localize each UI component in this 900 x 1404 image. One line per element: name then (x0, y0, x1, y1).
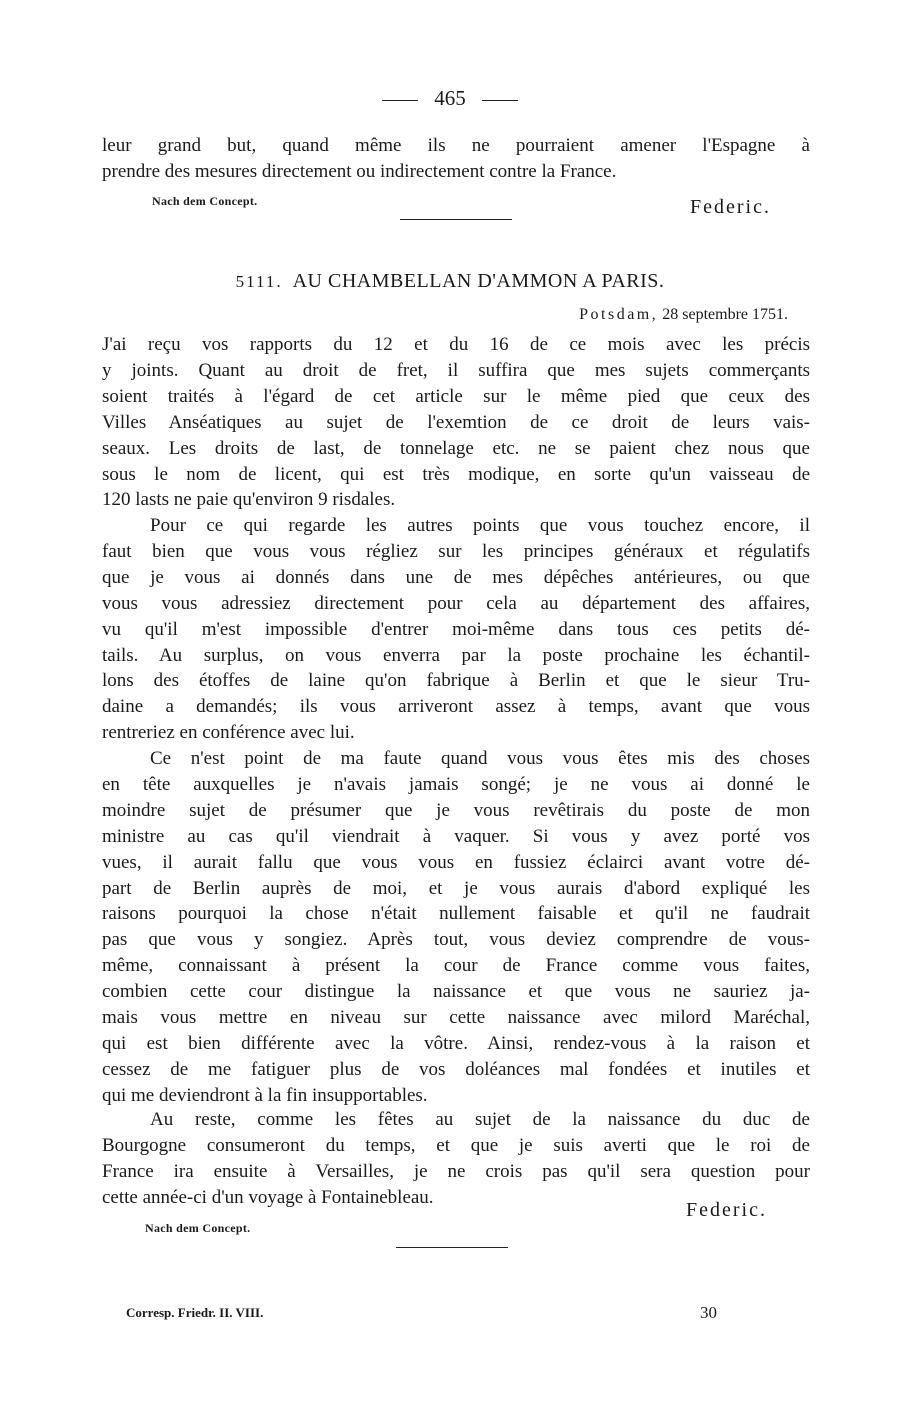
text-line: moindre sujet de présumer que je vous revêtirais du poste de mon (102, 799, 810, 821)
text-line: J'ai reçu vos rapports du 12 et du 16 de ce mois avec les précis (102, 334, 810, 355)
text-line: pas que vous y songiez. Après tout, vous deviez comprendre de vous- (102, 929, 810, 951)
text-line: même, connaissant à présent la cour de France comme vous faites, (102, 955, 810, 977)
text-line: qui me deviendront à la fin insupportables. (102, 1084, 428, 1106)
section-divider (400, 219, 512, 220)
signature: Federic. (690, 196, 771, 218)
section-divider (396, 1247, 508, 1248)
header-dash-right (482, 100, 518, 101)
text-line: leur grand but, quand même ils ne pourraient amener l'Espagne à (102, 135, 810, 156)
text-line: seaux. Les droits de last, de tonnelage etc. ne se paient chez nous que (102, 437, 810, 459)
text-line: en tête auxquelles je n'avais jamais songé; je ne vous ai donné le (102, 773, 810, 795)
text-line: Bourgogne consumeront du temps, et que je suis averti que le roi de (102, 1134, 810, 1156)
text-line: daine a demandés; ils vous arriveront assez à temps, avant que vous (102, 696, 810, 718)
letter-number: 5111. (235, 272, 283, 291)
signature: Federic. (686, 1199, 767, 1221)
letter-paragraph-4 (102, 1107, 810, 1211)
text-line: part de Berlin auprès de moi, et je vous aurais d'abord expliqué les (102, 877, 810, 899)
text-line: combien cette cour distingue la naissance et que vous ne sauriez ja- (102, 981, 810, 1003)
header-dash-left (382, 100, 418, 101)
text-line: prendre des mesures directement ou indirectement contre la France. (102, 160, 617, 182)
text-line: Villes Anséatiques au sujet de l'exemtion de ce droit de leurs vais- (102, 411, 810, 433)
letter-paragraph-2 (102, 513, 810, 746)
text-line: lons des étoffes de laine qu'on fabrique à Berlin et que le sieur Tru- (102, 670, 810, 692)
text-line: tails. Au surplus, on vous enverra par la poste prochaine les échantil- (102, 644, 810, 666)
text-line: qui est bien différente avec la vôtre. Ainsi, rendez-vous à la raison et (102, 1032, 810, 1054)
text-line: ministre au cas qu'il viendrait à vaquer. Si vous y avez porté vos (102, 825, 810, 847)
concept-note: Nach dem Concept. (145, 1221, 251, 1235)
footer-source: Corresp. Friedr. II. VIII. (126, 1305, 264, 1320)
text-line: 120 lasts ne paie qu'environ 9 risdales. (102, 489, 396, 511)
continuation-paragraph (102, 133, 810, 185)
page-header (0, 86, 900, 111)
text-line: raisons pourquoi la chose n'était nullement faisable et qu'il ne faudrait (102, 903, 810, 925)
letter-place: Potsdam, (579, 306, 659, 323)
text-line: soient traités à l'égard de cet article sur le même pied que ceux des (102, 385, 810, 407)
text-line: Au reste, comme les fêtes au sujet de la naissance du duc de (150, 1109, 810, 1130)
text-line: faut bien que vous vous régliez sur les principes généraux et régulatifs (102, 540, 810, 562)
footer-signature-mark: 30 (700, 1303, 717, 1322)
page-number: 465 (434, 86, 466, 110)
text-line: que je vous ai donnés dans une de mes dépêches antérieures, ou que (102, 566, 810, 588)
text-line: y joints. Quant au droit de fret, il suffira que mes sujets commerçants (102, 359, 810, 381)
letter-heading (0, 270, 900, 293)
text-line: mais vous mettre en niveau sur cette naissance avec milord Maréchal, (102, 1007, 810, 1029)
text-line: cette année-ci d'un voyage à Fontainebleau. (102, 1186, 434, 1208)
text-line: vues, il aurait fallu que vous vous en fussiez éclairci avant votre dé- (102, 851, 810, 873)
text-line: France ira ensuite à Versailles, je ne crois pas qu'il sera question pour (102, 1160, 810, 1182)
text-line: Pour ce qui regarde les autres points que vous touchez encore, il (150, 515, 810, 536)
letter-title: AU CHAMBELLAN D'AMMON A PARIS. (292, 270, 665, 292)
text-line: vu qu'il m'est impossible d'entrer moi-même dans tous ces petits dé- (102, 618, 810, 640)
text-line: Ce n'est point de ma faute quand vous vous êtes mis des choses (150, 748, 810, 769)
letter-paragraph-3 (102, 746, 810, 1109)
place-date (579, 306, 788, 324)
text-line: cessez de me fatiguer plus de vos doléances mal fondées et inutiles et (102, 1058, 810, 1080)
concept-note: Nach dem Concept. (152, 194, 258, 208)
text-line: rentreriez en conférence avec lui. (102, 722, 355, 744)
text-line: sous le nom de licent, qui est très modique, en sorte qu'un vaisseau de (102, 463, 810, 485)
letter-date: 28 septembre 1751. (662, 306, 788, 323)
text-line: vous vous adressiez directement pour cela au département des affaires, (102, 592, 810, 614)
letter-paragraph-1 (102, 332, 810, 513)
